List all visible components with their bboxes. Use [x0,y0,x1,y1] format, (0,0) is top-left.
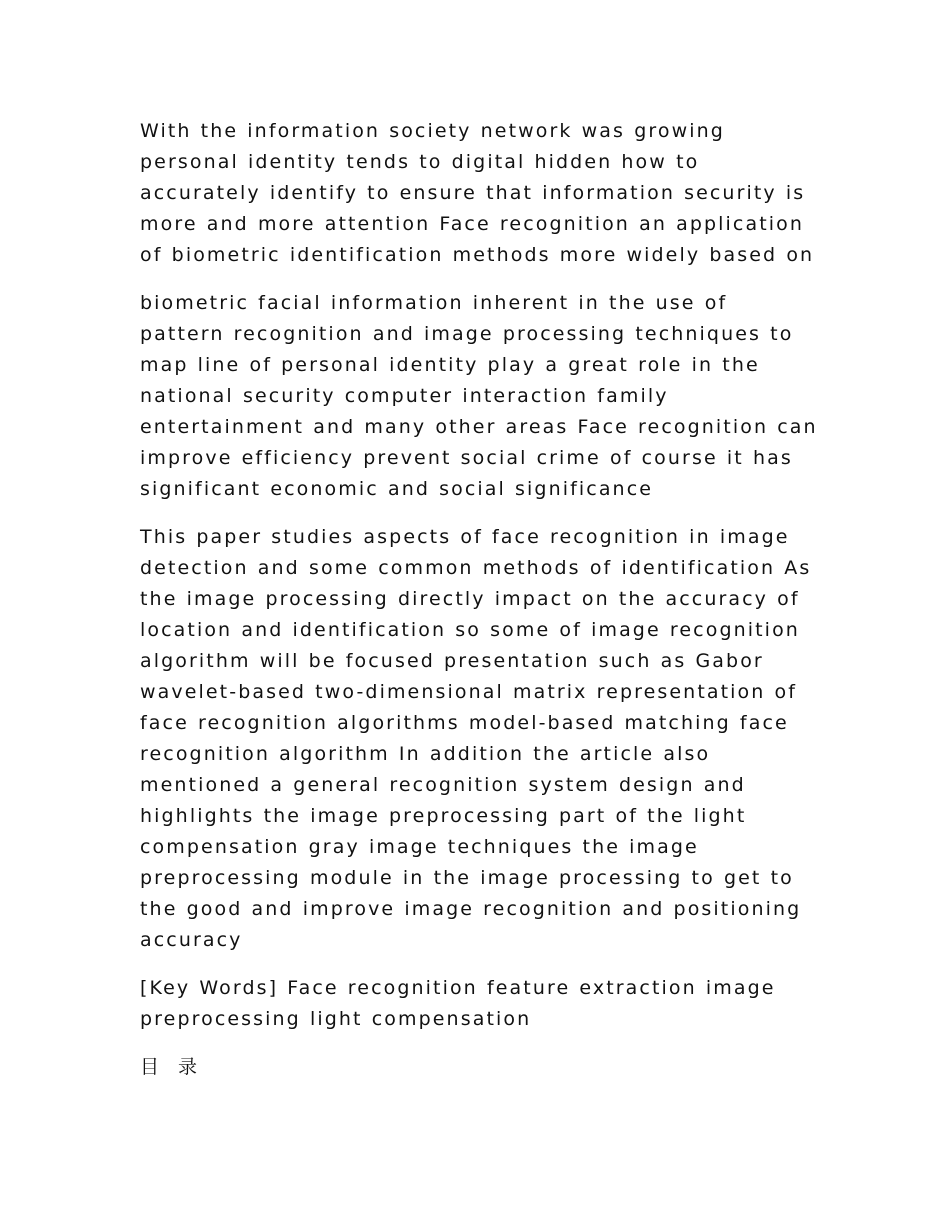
toc-heading: 目 录 [140,1056,204,1078]
paragraph-study-summary: This paper studies aspects of face recognition in image detection and some common methods of identification As the image processing directly impact on the accuracy of location and identification so some of image recognition algorithm will be focused presentation such as Gabor wavelet-based two-dimensional matrix representation of face recognition algorithms model-based matching face recognition algorithm In addition the article also mentioned a general recognition system design and highlights the image preprocessing part of the light compensation gray image techniques the image preprocessing module in the image processing to get to the good and improve image recognition and positioning accuracy [140,526,812,951]
paragraph-intro: With the information society network was growing personal identity tends to digital hidden how to accurately identify to ensure that information security is more and more attention Face recognition an application of biometric identification methods more widely based on [140,120,815,266]
document-body [140,116,820,1100]
keywords-line: [Key Words] Face recognition feature extraction image preprocessing light compensation [140,977,776,1030]
paragraph-significance: biometric facial information inherent in the use of pattern recognition and image processing techniques to map line of personal identity play a great role in the national security computer interaction family entertainment and many other areas Face recognition can improve efficiency prevent social crime of course it has significant economic and social significance [140,292,818,500]
